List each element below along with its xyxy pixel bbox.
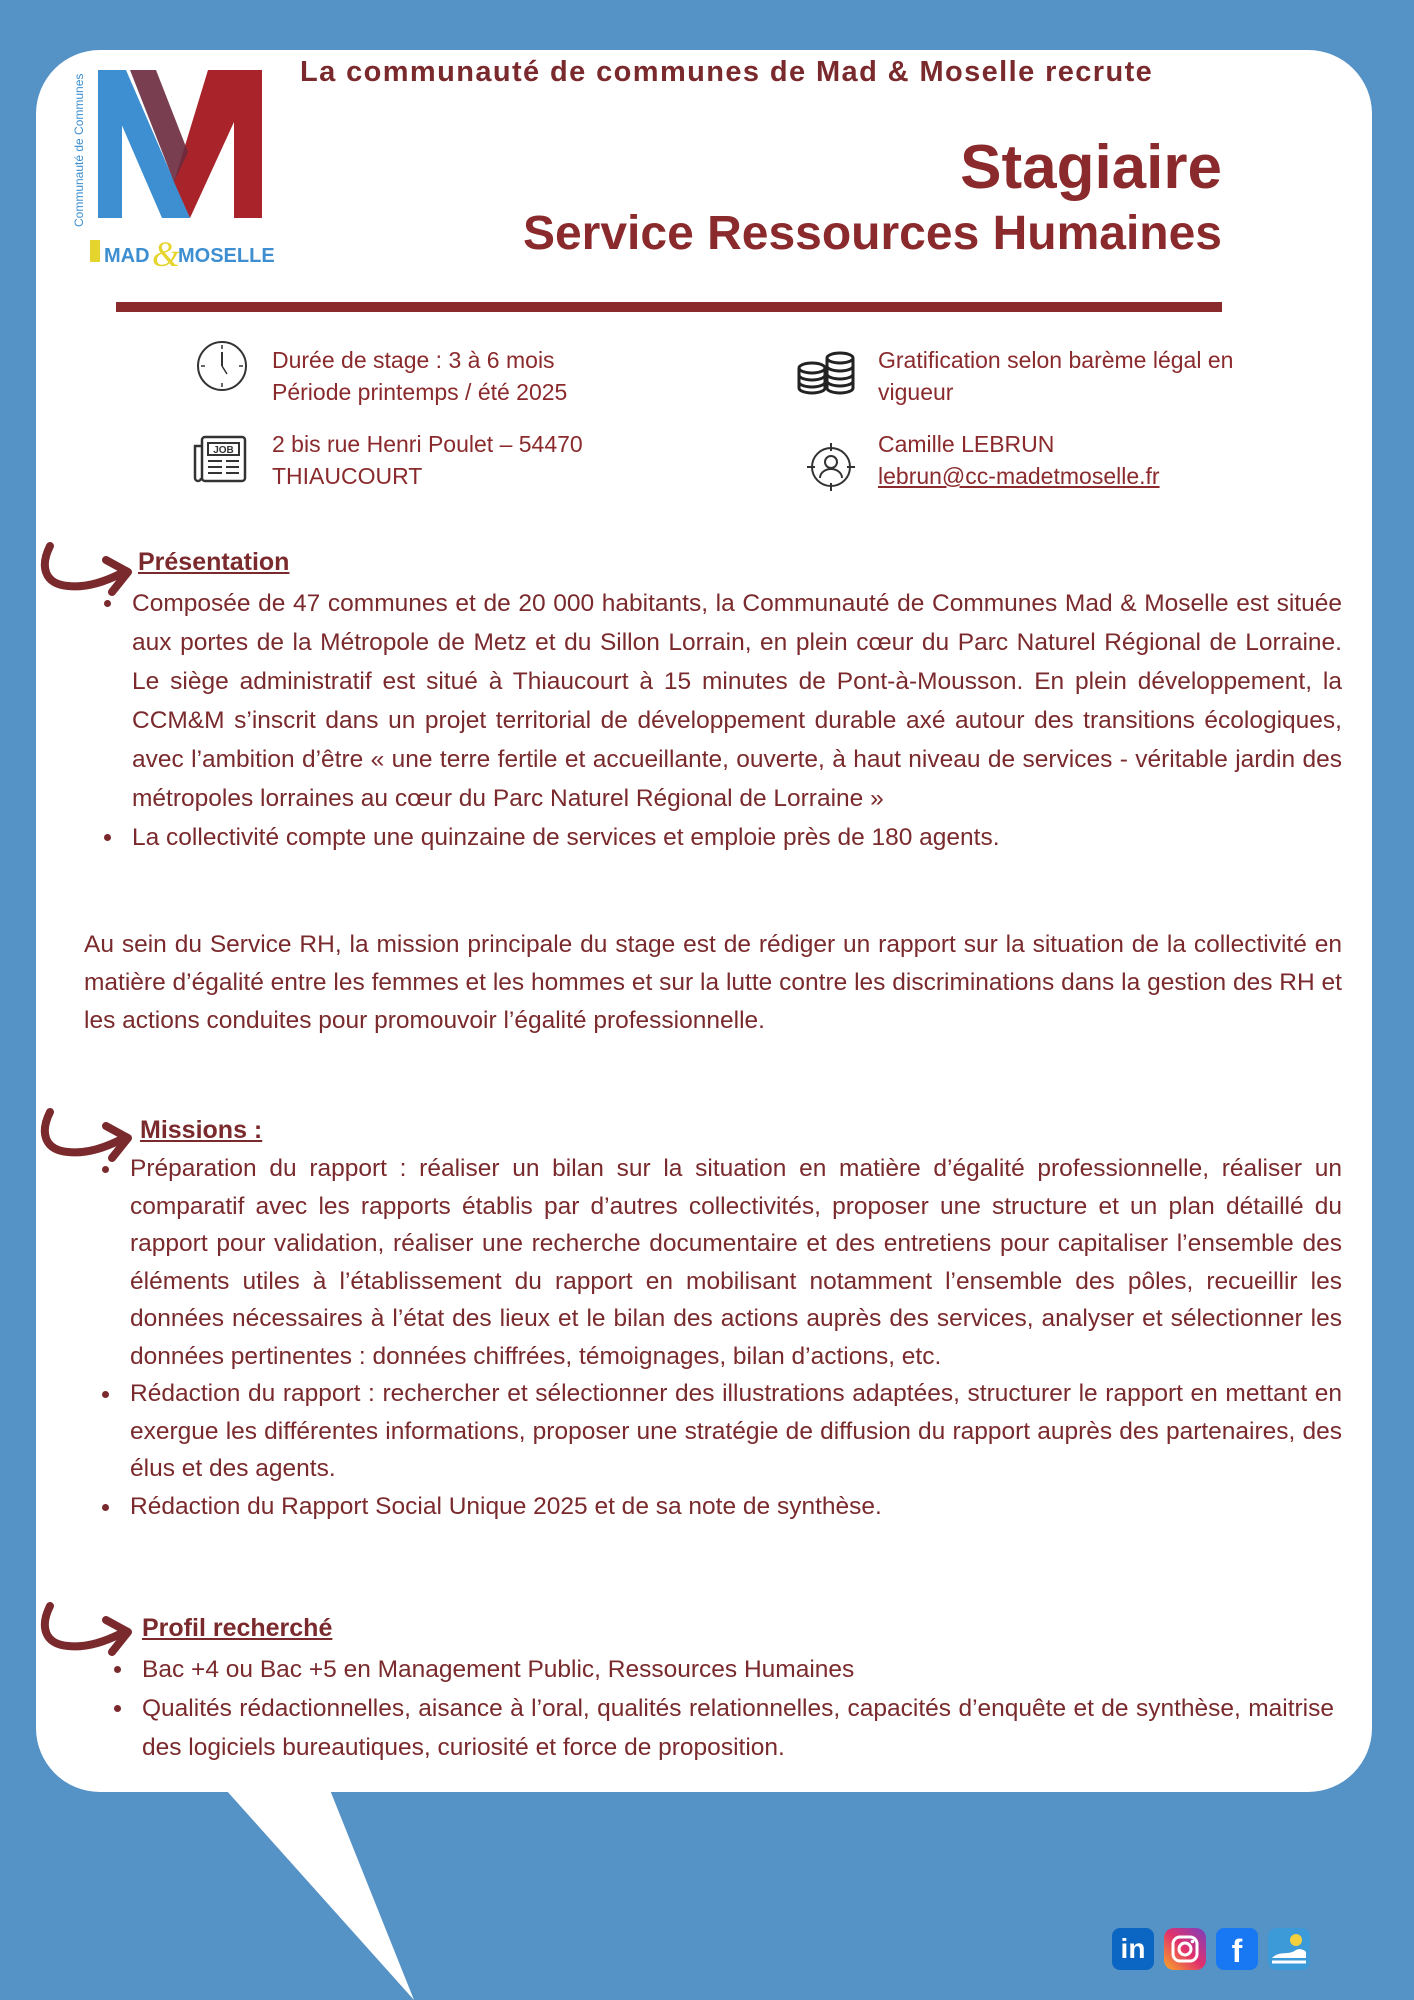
period-line: Période printemps / été 2025 xyxy=(272,379,568,405)
curved-arrow-icon xyxy=(38,540,134,600)
section-title-presentation: Présentation xyxy=(138,548,290,576)
mission-paragraph: Au sein du Service RH, la mission principale du stage est de rédiger un rapport sur la situation de la collectivité en matière d’égalité entre les femmes et les hommes et sur la lutte contre les discriminations dans la gestion des RH et les actions conduites pour promouvoir l’égalité professionnelle. xyxy=(84,931,1342,1034)
page-subtitle: Service Ressources Humaines xyxy=(522,207,1222,260)
list-item: Préparation du rapport : réaliser un bilan sur la situation en matière d’égalité professionnelle, réaliser un comparatif avec les rapports établis par d’autres collectivités, proposer une structure et un plan détaillé du rapport pour validation, réaliser une recherche documentaire et des entretiens pour capitaliser l’ensemble des éléments utiles à l’établissement du rapport en mobilisant notamment l’ensemble des pôles, recueillir les données nécessaires à l’état des lieux et le bilan des actions auprès des services, analyser et sélectionner les données pertinentes : données chiffrées, témoignages, bilan d’actions, etc. xyxy=(130,1150,1342,1375)
page-title: Stagiaire xyxy=(960,133,1222,202)
curved-arrow-icon xyxy=(38,1600,134,1660)
list-item: Rédaction du rapport : rechercher et sélectionner des illustrations adaptées, structurer le rapport en mettant en exergue les différentes informations, proposer une stratégie de diffusion du rapport auprès des partenaires, des élus et des agents. xyxy=(130,1375,1342,1488)
coins-icon xyxy=(796,350,856,400)
contact-email-link[interactable]: lebrun@cc-madetmoselle.fr xyxy=(878,463,1160,489)
header-divider xyxy=(116,302,1222,312)
job-newspaper-icon xyxy=(192,434,248,484)
address-info xyxy=(272,428,583,492)
list-item: La collectivité compte une quinzaine de services et emploie près de 180 agents. xyxy=(132,818,1342,857)
clock-icon xyxy=(196,340,248,392)
presentation-list xyxy=(132,584,1342,857)
profil-list xyxy=(142,1650,1334,1767)
list-item: Qualités rédactionnelles, aisance à l’oral, qualités relationnelles, capacités d’enquête et de synthèse, maitrise des logiciels bureautiques, curiosité et force de proposition. xyxy=(142,1689,1334,1767)
list-item: Composée de 47 communes et de 20 000 habitants, la Communauté de Communes Mad & Moselle est située aux portes de la Métropole de Metz et du Sillon Lorrain, en plein cœur du Parc Naturel Régional de Lorraine. Le siège administratif est situé à Thiaucourt à 15 minutes de Pont-à-Mousson. En plein développement, la CCM&M s’inscrit dans un projet territorial de développement durable axé autour des transitions écologiques, avec l’ambition d’être « une terre fertile et accueillante, ouverte, à haut niveau de services - véritable jardin des métropoles lorraines au cœur du Parc Naturel Régional de Lorraine » xyxy=(132,584,1342,818)
duration-line: Durée de stage : 3 à 6 mois xyxy=(272,347,555,373)
address-line: 2 bis rue Henri Poulet – 54470 xyxy=(272,431,583,457)
curved-arrow-icon xyxy=(38,1106,134,1166)
address-city: THIAUCOURT xyxy=(272,463,423,489)
facebook-icon[interactable]: f xyxy=(1216,1928,1258,1970)
gratification-line-2: vigueur xyxy=(878,379,954,405)
recruitment-headline: La communauté de communes de Mad & Moselle recrute xyxy=(300,56,1154,88)
website-icon[interactable] xyxy=(1268,1928,1310,1970)
gratification-info xyxy=(878,344,1233,408)
logo-vertical-text: Communauté de Communes xyxy=(72,73,86,227)
cc-mad-moselle-logo xyxy=(70,62,280,272)
contact-info xyxy=(878,428,1160,492)
logo-name-left: MAD xyxy=(104,245,150,267)
contact-target-icon xyxy=(806,442,856,492)
gratification-line: Gratification selon barème légal en xyxy=(878,347,1234,373)
missions-list xyxy=(130,1150,1342,1525)
logo-ampersand: & xyxy=(152,234,181,272)
duration-info xyxy=(272,344,567,408)
instagram-icon[interactable] xyxy=(1164,1928,1206,1970)
section-title-missions: Missions : xyxy=(140,1116,263,1144)
logo-name-right: MOSELLE xyxy=(178,245,275,267)
contact-name: Camille LEBRUN xyxy=(878,431,1055,457)
job-icon-text: JOB xyxy=(213,445,234,456)
list-item: Rédaction du Rapport Social Unique 2025 et de sa note de synthèse. xyxy=(130,1488,1342,1526)
linkedin-icon[interactable]: in xyxy=(1112,1928,1154,1970)
section-title-profil: Profil recherché xyxy=(142,1614,333,1642)
list-item: Bac +4 ou Bac +5 en Management Public, Ressources Humaines xyxy=(142,1650,1334,1689)
